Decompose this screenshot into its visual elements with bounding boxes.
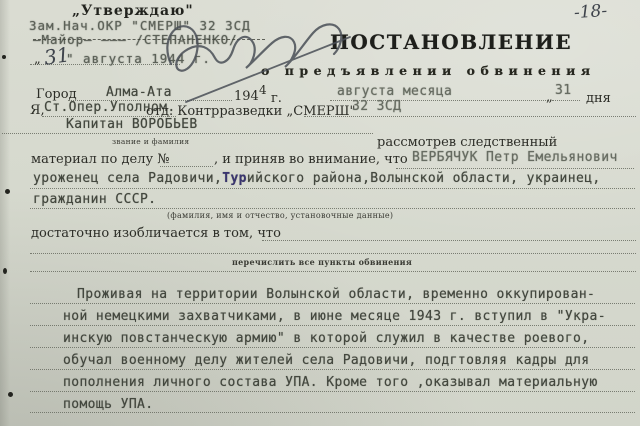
- charges-rule: [30, 271, 636, 272]
- accused-line2-overstrike: Тур: [222, 171, 247, 186]
- approval-rank: —Майор—: [33, 32, 93, 47]
- body-rule-3: [30, 347, 635, 348]
- personal-data-caption: (фамилия, имя и отчество, установочные данные): [167, 211, 394, 220]
- body-rule-2: [30, 325, 635, 326]
- city-value: Алма-Ата: [106, 85, 172, 100]
- day-open-quote: „: [546, 90, 553, 105]
- pronoun-label: Я,: [30, 103, 45, 118]
- day-value: 31: [555, 83, 572, 98]
- accused-line3: гражданин СССР.: [33, 192, 157, 207]
- body-rule-5: [30, 391, 635, 392]
- ink-speck: [5, 189, 10, 194]
- accused-name-rule: [396, 168, 634, 169]
- year-prefix: 194: [234, 89, 259, 104]
- body-rule-4: [30, 369, 635, 370]
- accused-line2: [33, 171, 601, 186]
- approval-date-rest: " августа 1944 г.: [66, 51, 211, 66]
- day-rule: [552, 100, 580, 101]
- body-line-1: Проживая на территории Волынской области, временно оккупирован-: [77, 287, 596, 302]
- document-title: ПОСТАНОВЛЕНИЕ: [330, 30, 573, 54]
- body-line-6: помощь УПА.: [63, 397, 154, 412]
- reviewed-label: рассмотрев следственный: [377, 135, 558, 150]
- accused-line2-rule: [30, 188, 635, 189]
- month-value: августа месяца: [337, 84, 453, 99]
- case-middle-label: , и приняв во внимание, что: [214, 152, 408, 167]
- body-rule-6: [30, 412, 635, 413]
- year-digit: 4: [259, 83, 267, 97]
- handwritten-page-number: -18-: [573, 0, 608, 24]
- ink-speck: [2, 55, 6, 59]
- rank-name-caption: звание и фамилия: [112, 137, 190, 146]
- approval-title: „Утверждаю": [72, 3, 194, 19]
- city-label: Город: [36, 87, 77, 102]
- position-value: Ст.Опер.Уполном.: [44, 100, 176, 115]
- approval-date-open-quote: „: [34, 52, 41, 67]
- strikethrough-rule: [33, 39, 265, 40]
- blank-rule: [30, 253, 636, 254]
- document-subtitle: о предъявлении обвинения: [261, 63, 596, 78]
- approval-org-line: Зам.Нач.ОКР "СМЕРШ" 32 ЗСД: [29, 18, 251, 33]
- body-line-2: ной немецкими захватчиками, в июне месяце 1943 г. вступил в "Укра-: [63, 309, 606, 324]
- body-rule-1: [30, 303, 635, 304]
- officer-name-value: Капитан ВОРОБЬЕВ: [66, 117, 198, 132]
- accused-line2-part1: уроженец села Радовичи,: [33, 171, 223, 186]
- unit-rule: [304, 116, 636, 117]
- accused-name-value: ВЕРБЯЧУК Петр Емельянович: [412, 150, 618, 165]
- department-label: отд. Контрразведки „СМЕРШ": [146, 104, 356, 119]
- officer-name-rule: [2, 133, 373, 134]
- ink-speck: [8, 392, 13, 397]
- body-line-4: обучал военному делу жителей села Радовичи, подгтовляя кадры для: [63, 353, 590, 368]
- body-line-5: пополнения личного состава УПА. Кроме того ,оказывал материальную: [63, 375, 598, 390]
- handwritten-day: 31: [42, 42, 71, 70]
- approval-signer-name: /СТЕПАНЕНКО/: [135, 32, 238, 47]
- exposed-label: достаточно изобличается в том, что: [31, 226, 281, 241]
- exposed-rule: [262, 240, 636, 241]
- day-label: дня: [586, 91, 611, 106]
- case-number-rule: [160, 166, 213, 167]
- body-line-3: инскую повстанческую армию" в которой служил в качестве роевого,: [63, 331, 590, 346]
- unit-value: 32 ЗСД: [352, 99, 402, 114]
- accused-line2-part2: ийского района,Волынской области, украинец,: [246, 171, 601, 186]
- case-prefix-label: материал по делу №: [31, 152, 170, 167]
- accused-line3-rule: [30, 208, 635, 209]
- ink-speck: [3, 268, 7, 274]
- approval-dashes: ———: [101, 32, 127, 47]
- year-unit: г.: [271, 91, 282, 106]
- charges-caption: перечислить все пункты обвинения: [232, 257, 413, 267]
